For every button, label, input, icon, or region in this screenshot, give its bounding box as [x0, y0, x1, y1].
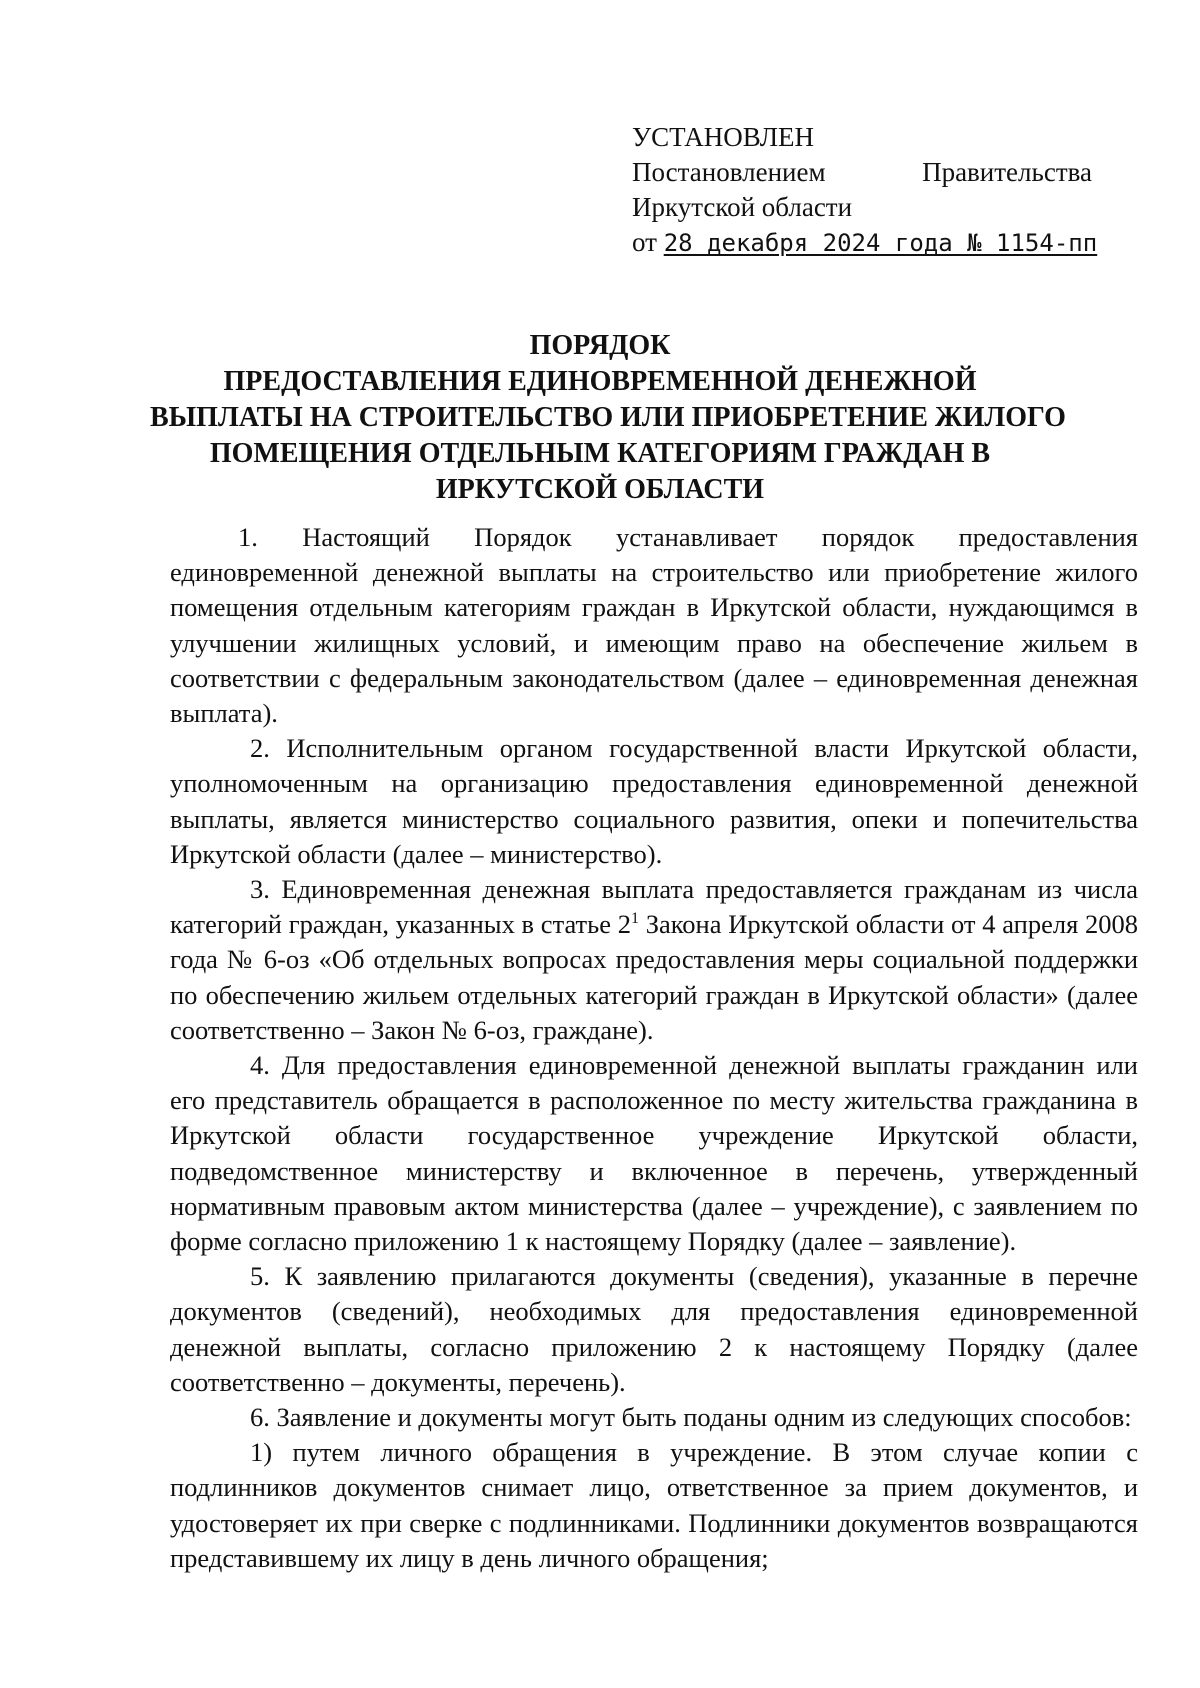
paragraph-2: 2. Исполнительным органом государственной власти Иркутской области, уполномоченным на организацию предоставления единовременной денежной выплаты, является министерство социального развития, опеки и попечительства Иркутской области (далее – министерство). [170, 733, 1138, 869]
approval-decree-line [632, 155, 1092, 190]
title-line: ВЫПЛАТЫ НА СТРОИТЕЛЬСТВО ИЛИ ПРИОБРЕТЕНИЕ ЖИЛОГО [150, 402, 1066, 433]
document-body [170, 520, 1138, 1576]
paragraph-4: 4. Для предоставления единовременной денежной выплаты гражданин или его представитель обращается в расположенное по месту жительства гражданина в Иркутской области государственное учреждение Иркутской области, подведомственное министерству и включенное в перечень, утвержденный нормативным правовым актом министерства (далее – учреждение), с заявлением по форме согласно приложению 1 к настоящему Порядку (далее – заявление). [170, 1050, 1138, 1257]
approval-heading: УСТАНОВЛЕН [632, 122, 815, 152]
paragraph-3 [170, 872, 1138, 1048]
approval-government-word: Правительства [922, 157, 1092, 187]
approval-region: Иркутской области [632, 192, 853, 222]
approval-stamp [632, 120, 1102, 260]
title-line: ПРЕДОСТАВЛЕНИЯ ЕДИНОВРЕМЕННОЙ ДЕНЕЖНОЙ [223, 366, 977, 397]
paragraph-5: 5. К заявлению прилагаются документы (сведения), указанные в перечне документов (сведений), необходимых для предоставления единовременной денежной выплаты, согласно приложению 2 к настоящему Порядку (далее соответственно – документы, перечень). [170, 1261, 1138, 1397]
paragraph-6-item-1: 1) путем личного обращения в учреждение. В этом случае копии с подлинников документов снимает лицо, ответственное за прием документов, и удостоверяет их при сверке с подлинниками. Подлинники документов возвращаются представившему их лицу в день личного обращения; [170, 1437, 1138, 1573]
approval-date-line [632, 225, 1102, 260]
paragraph-3-end: Закона Иркутской области от 4 апреля 2008 года № 6-оз «Об отдельных вопросах предоставления меры социальной поддержки по обеспечению жильем отдельных категорий граждан в Иркутской области» (далее соответственно – Закон № 6-оз, граждане). [170, 909, 1138, 1045]
paragraph-1: 1. Настоящий Порядок устанавливает порядок предоставления единовременной денежной выплаты на строительство или приобретение жилого помещения отдельным категориям граждан в Иркутской области, нуждающимся в улучшении жилищных условий, и имеющим право на обеспечение жильем в соответствии с федеральным законодательством (далее – единовременная денежная выплата). [170, 522, 1138, 729]
approval-date-prefix: от [632, 227, 657, 257]
approval-decree-word: Постановлением [632, 157, 826, 187]
document-title [150, 328, 1066, 508]
paragraph-3-start: 3. Единовременная денежная выплата предоставляется гражданам из числа категорий граждан, указанных в статье 2 [170, 874, 1138, 940]
title-line: ИРКУТСКОЙ ОБЛАСТИ [435, 474, 765, 505]
article-superscript: 1 [630, 910, 639, 928]
approval-date-value: 28 декабря 2024 года № 1154-пп [663, 229, 1098, 257]
title-main: ПОРЯДОК [529, 330, 671, 361]
paragraph-6: 6. Заявление и документы могут быть поданы одним из следующих способов: [250, 1402, 1132, 1433]
title-line: ПОМЕЩЕНИЯ ОТДЕЛЬНЫМ КАТЕГОРИЯМ ГРАЖДАН В [209, 438, 991, 469]
